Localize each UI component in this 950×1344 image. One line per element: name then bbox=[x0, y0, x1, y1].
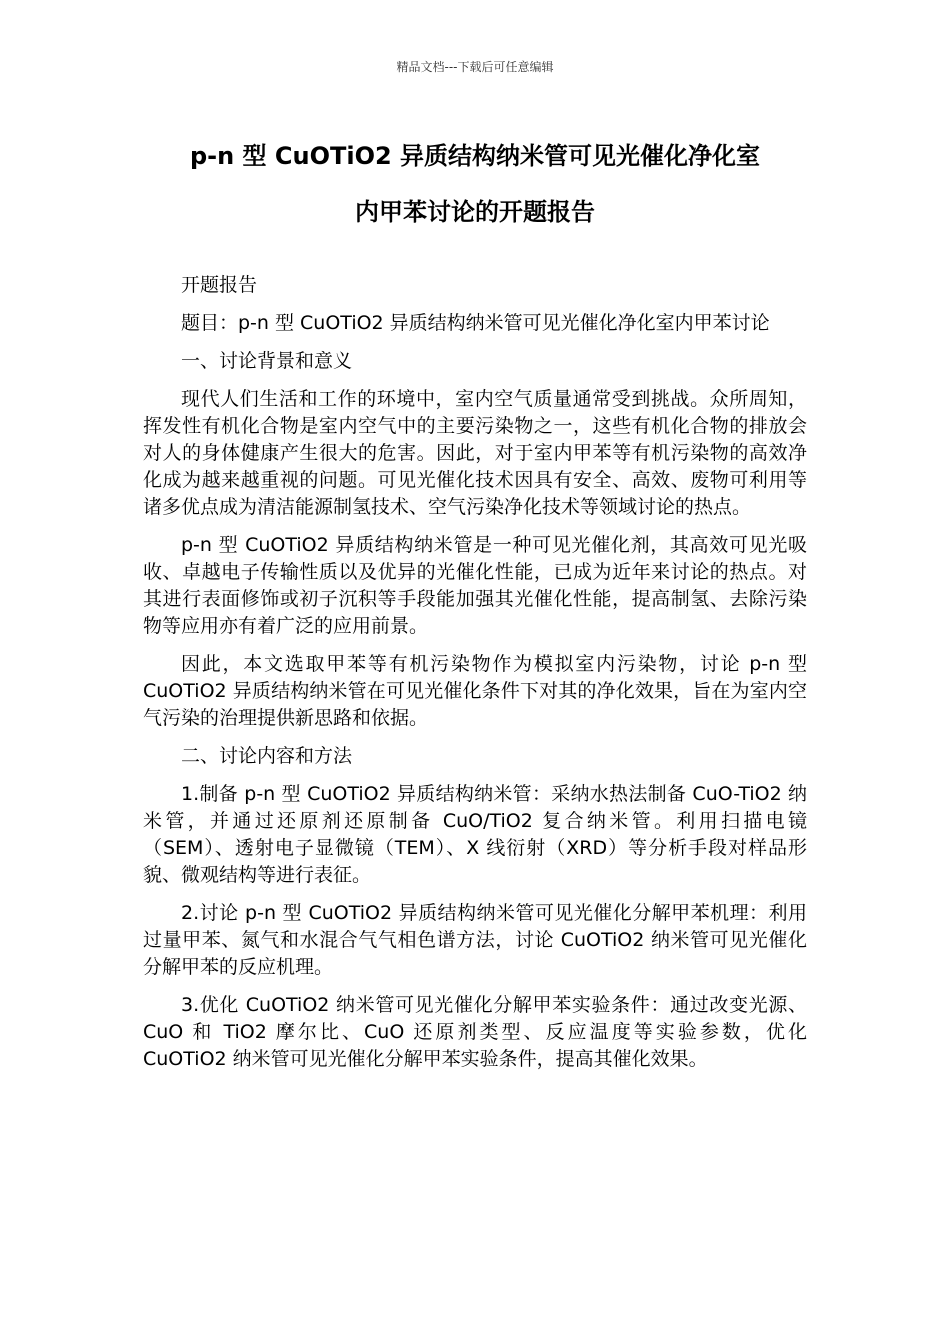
method-item-3: 3.优化 CuOTiO2 纳米管可见光催化分解甲苯实验条件：通过改变光源、CuO 和 TiO2 摩尔比、CuO 还原剂类型、反应温度等实验参数，优化 CuOTiO2 纳米管可见光催化分解甲苯实验条件，提高其催化效果。 bbox=[143, 994, 807, 1070]
body-paragraph: 现代人们生活和工作的环境中，室内空气质量通常受到挑战。众所周知，挥发性有机化合物是室内空气中的主要污染物之一，这些有机化合物的排放会对人的身体健康产生很大的危害。因此，对于室内甲苯等有机污染物的高效净化成为越来越重视的问题。可见光催化技术因具有安全、高效、废物可利用等诸多优点成为清洁能源制氢技术、空气污染净化技术等领域讨论的热点。 bbox=[143, 388, 807, 518]
topic-paragraph: 题目：p-n 型 CuOTiO2 异质结构纳米管可见光催化净化室内甲苯讨论 bbox=[181, 312, 770, 334]
document-body bbox=[143, 272, 807, 1084]
document-title-line-1: p-n 型 CuOTiO2 异质结构纳米管可见光催化净化室 bbox=[189, 142, 761, 170]
header-note: 精品文档---下载后可任意编辑 bbox=[396, 60, 554, 74]
document-title-line-2: 内甲苯讨论的开题报告 bbox=[355, 198, 595, 226]
section-heading-background: 一、讨论背景和意义 bbox=[181, 350, 353, 372]
section-label: 开题报告 bbox=[181, 274, 258, 296]
body-paragraph: 因此，本文选取甲苯等有机污染物作为模拟室内污染物，讨论 p-n 型 CuOTiO2 异质结构纳米管在可见光催化条件下对其的净化效果，旨在为室内空气污染的治理提供新思路和依据。 bbox=[143, 653, 807, 729]
method-item-1: 1.制备 p-n 型 CuOTiO2 异质结构纳米管：采纳水热法制备 CuO-TiO2 纳米管，并通过还原剂还原制备 CuO/TiO2 复合纳米管。利用扫描电镜（SEM）、透射电子显微镜（TEM）、X 线衍射（XRD）等分析手段对样品形貌、微观结构等进行表征。 bbox=[143, 783, 807, 886]
body-paragraph: p-n 型 CuOTiO2 异质结构纳米管是一种可见光催化剂，其高效可见光吸收、卓越电子传输性质以及优异的光催化性能，已成为近年来讨论的热点。对其进行表面修饰或初子沉积等手段能加强其光催化性能，提高制氢、去除污染物等应用亦有着广泛的应用前景。 bbox=[143, 534, 807, 637]
method-item-2: 2.讨论 p-n 型 CuOTiO2 异质结构纳米管可见光催化分解甲苯机理：利用过量甲苯、氮气和水混合气气相色谱方法，讨论 CuOTiO2 纳米管可见光催化分解甲苯的反应机理。 bbox=[143, 902, 807, 978]
section-heading-methods: 二、讨论内容和方法 bbox=[181, 745, 353, 767]
